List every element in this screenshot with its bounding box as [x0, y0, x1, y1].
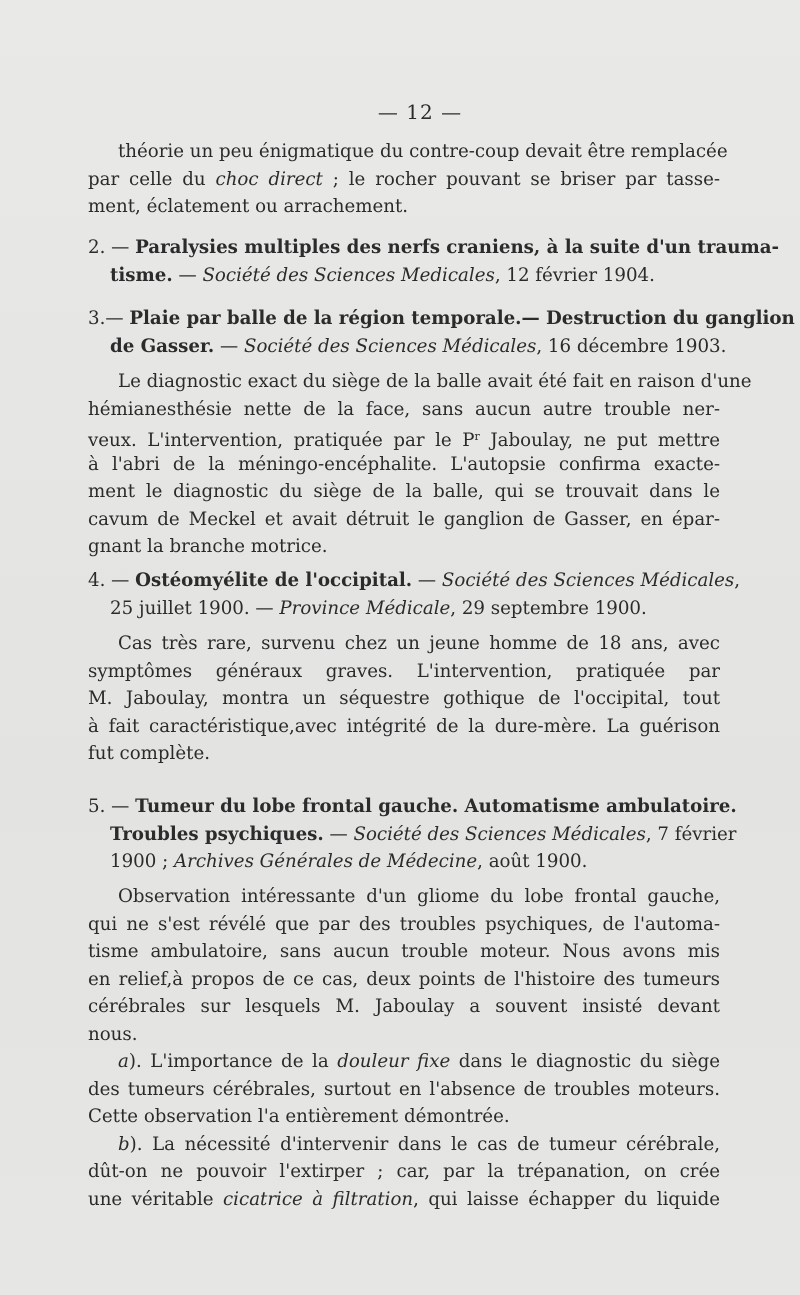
text-run: ,: [734, 570, 741, 591]
text-run: a: [118, 1051, 129, 1072]
text-run: tisme.: [110, 264, 173, 286]
text-line: [88, 595, 720, 623]
text-line: [88, 630, 720, 658]
text-run: théorie un peu énigmatique du contre-coup devait être remplacée: [118, 141, 728, 162]
text-run: ). L'importance de la: [128, 1051, 338, 1072]
text-run: M. Jaboulay, montra un séquestre gothique de l'occipital, tout: [88, 688, 720, 709]
text-run: ment, éclatement ou arrachement.: [88, 196, 409, 217]
text-line: [88, 938, 720, 966]
text-run: , 12 février 1904.: [494, 264, 655, 286]
text-run: Le diagnostic exact du siège de la balle avait été fait en raison d'une: [118, 371, 752, 392]
text-run: cicatrice à filtration: [223, 1188, 414, 1210]
text-run: Cette observation l'a entièrement démontrée.: [88, 1106, 510, 1127]
text-line: [88, 821, 737, 849]
text-run: 1900 ;: [110, 851, 174, 872]
entry-3-body: [88, 368, 752, 561]
text-run: , 7 février: [645, 823, 737, 845]
text-run: choc direct: [215, 168, 323, 190]
text-line: [88, 1186, 720, 1214]
text-line: [88, 993, 720, 1021]
text-run: Paralysies multiples des nerfs craniens, à la suite d'un trauma-: [135, 237, 780, 258]
continuation-paragraph: [88, 138, 728, 221]
text-run: 4. —: [88, 570, 136, 591]
text-run: Société des Sciences Médicales: [244, 335, 537, 357]
text-run: symptômes généraux graves. L'intervention, pratiquée par: [88, 660, 720, 682]
text-line: [88, 911, 720, 939]
text-run: , août 1900.: [477, 851, 588, 872]
page-number: — 12 —: [377, 100, 463, 124]
text-line: [88, 685, 720, 713]
text-run: cavum de Meckel et avait détruit le ganglion de Gasser, en épar-: [88, 508, 720, 530]
text-run: des tumeurs cérébrales, surtout en l'absence de troubles moteurs.: [88, 1078, 720, 1100]
text-run: fut complète.: [88, 743, 210, 764]
text-run: gnant la branche motrice.: [88, 536, 328, 557]
text-run: 25 juillet 1900. —: [110, 597, 280, 619]
text-run: qui ne s'est révélé que par des troubles psychiques, de l'automa-: [88, 913, 720, 935]
text-run: , qui laisse échapper du liquide: [413, 1188, 720, 1210]
text-run: ment le diagnostic du siège de la balle, qui se trouvait dans le: [88, 481, 720, 502]
text-run: —: [172, 264, 203, 286]
text-run: à fait caractéristique,avec intégrité de la dure-mère. La guérison: [88, 715, 720, 737]
text-line: [88, 658, 720, 686]
text-run: b: [118, 1133, 130, 1155]
text-run: douleur fixe: [337, 1051, 451, 1072]
text-line: [88, 567, 741, 595]
text-line: [88, 451, 720, 479]
text-line: [88, 740, 720, 768]
text-run: —: [412, 570, 442, 591]
text-run: Observation intéressante d'un gliome du lobe frontal gauche,: [118, 886, 720, 907]
text-run: en relief,à propos de ce cas, deux points de l'histoire des tumeurs: [88, 968, 720, 990]
text-line: [88, 966, 720, 994]
text-run: veux. L'intervention, pratiquée par le P: [88, 430, 475, 451]
text-line: [88, 262, 720, 290]
text-line: [88, 1021, 720, 1049]
text-line: [88, 883, 720, 911]
text-run: , 16 décembre 1903.: [536, 335, 727, 357]
text-line: [88, 1103, 720, 1131]
entry-3-heading: [88, 305, 795, 360]
text-run: —: [323, 823, 354, 845]
text-run: Société des Sciences Médicales: [353, 823, 646, 845]
text-line: [88, 368, 752, 396]
text-run: Ostéomyélite de l'occipital.: [135, 570, 413, 591]
text-run: de Gasser.: [110, 335, 215, 357]
text-line: [88, 396, 720, 424]
entry-2-heading: [88, 234, 780, 289]
text-run: dût-on ne pouvoir l'extirper ; car, par la trépanation, on crée: [88, 1161, 720, 1182]
entry-5-points: [88, 1048, 720, 1213]
text-run: Société des Sciences Medicales: [202, 264, 495, 286]
text-line: [88, 506, 720, 534]
entry-4-body: [88, 630, 720, 768]
text-line: [88, 1158, 720, 1186]
text-line: [88, 333, 727, 361]
entry-5-body: [88, 883, 720, 1048]
text-run: une véritable: [88, 1188, 223, 1210]
text-run: dans le diagnostic du siège: [450, 1051, 720, 1072]
text-run: Troubles psychiques.: [110, 823, 324, 845]
text-run: Société des Sciences Médicales: [441, 570, 735, 591]
text-run: hémianesthésie nette de la face, sans aucun autre trouble ner-: [88, 398, 720, 420]
text-run: cérébrales sur lesquels M. Jaboulay a souvent insisté devant: [88, 996, 720, 1017]
text-line: [88, 793, 737, 821]
text-run: Tumeur du lobe frontal gauche. Automatisme ambulatoire.: [135, 796, 737, 817]
entry-4-heading: [88, 567, 741, 622]
text-run: 2. —: [88, 237, 136, 258]
text-run: Province Médicale: [279, 597, 451, 619]
text-line: [88, 234, 780, 262]
text-run: Jaboulay, ne put mettre: [479, 430, 721, 451]
text-line: [88, 1048, 720, 1076]
text-run: —: [214, 335, 244, 357]
text-line: [88, 166, 720, 194]
text-line: [88, 1131, 720, 1159]
text-line: [88, 193, 720, 221]
text-line: [88, 305, 795, 333]
text-line: [88, 478, 720, 506]
text-run: par celle du: [88, 168, 216, 190]
text-run: nous.: [88, 1023, 138, 1045]
text-run: ). La nécessité d'intervenir dans le cas de tumeur cérébrale,: [129, 1133, 720, 1155]
text-line: [88, 713, 720, 741]
text-run: r: [474, 430, 480, 443]
text-run: 5. —: [88, 796, 136, 817]
text-line: [88, 848, 720, 876]
text-run: Plaie par balle de la région temporale.— Destruction du ganglion: [129, 308, 795, 329]
entry-5-heading: [88, 793, 737, 876]
text-run: Archives Générales de Médecine: [173, 851, 478, 872]
text-run: , 29 septembre 1900.: [450, 597, 647, 619]
text-line: [88, 533, 720, 561]
text-run: 3.—: [88, 308, 130, 329]
text-run: Cas très rare, survenu chez un jeune homme de 18 ans, avec: [118, 633, 720, 654]
text-run: ; le rocher pouvant se briser par tasse-: [322, 168, 720, 190]
text-line: [88, 423, 720, 451]
text-line: [88, 138, 728, 166]
text-run: tisme ambulatoire, sans aucun trouble moteur. Nous avons mis: [88, 941, 720, 962]
text-run: à l'abri de la méningo-encéphalite. L'autopsie confirma exacte-: [88, 453, 720, 475]
text-line: [88, 1076, 720, 1104]
